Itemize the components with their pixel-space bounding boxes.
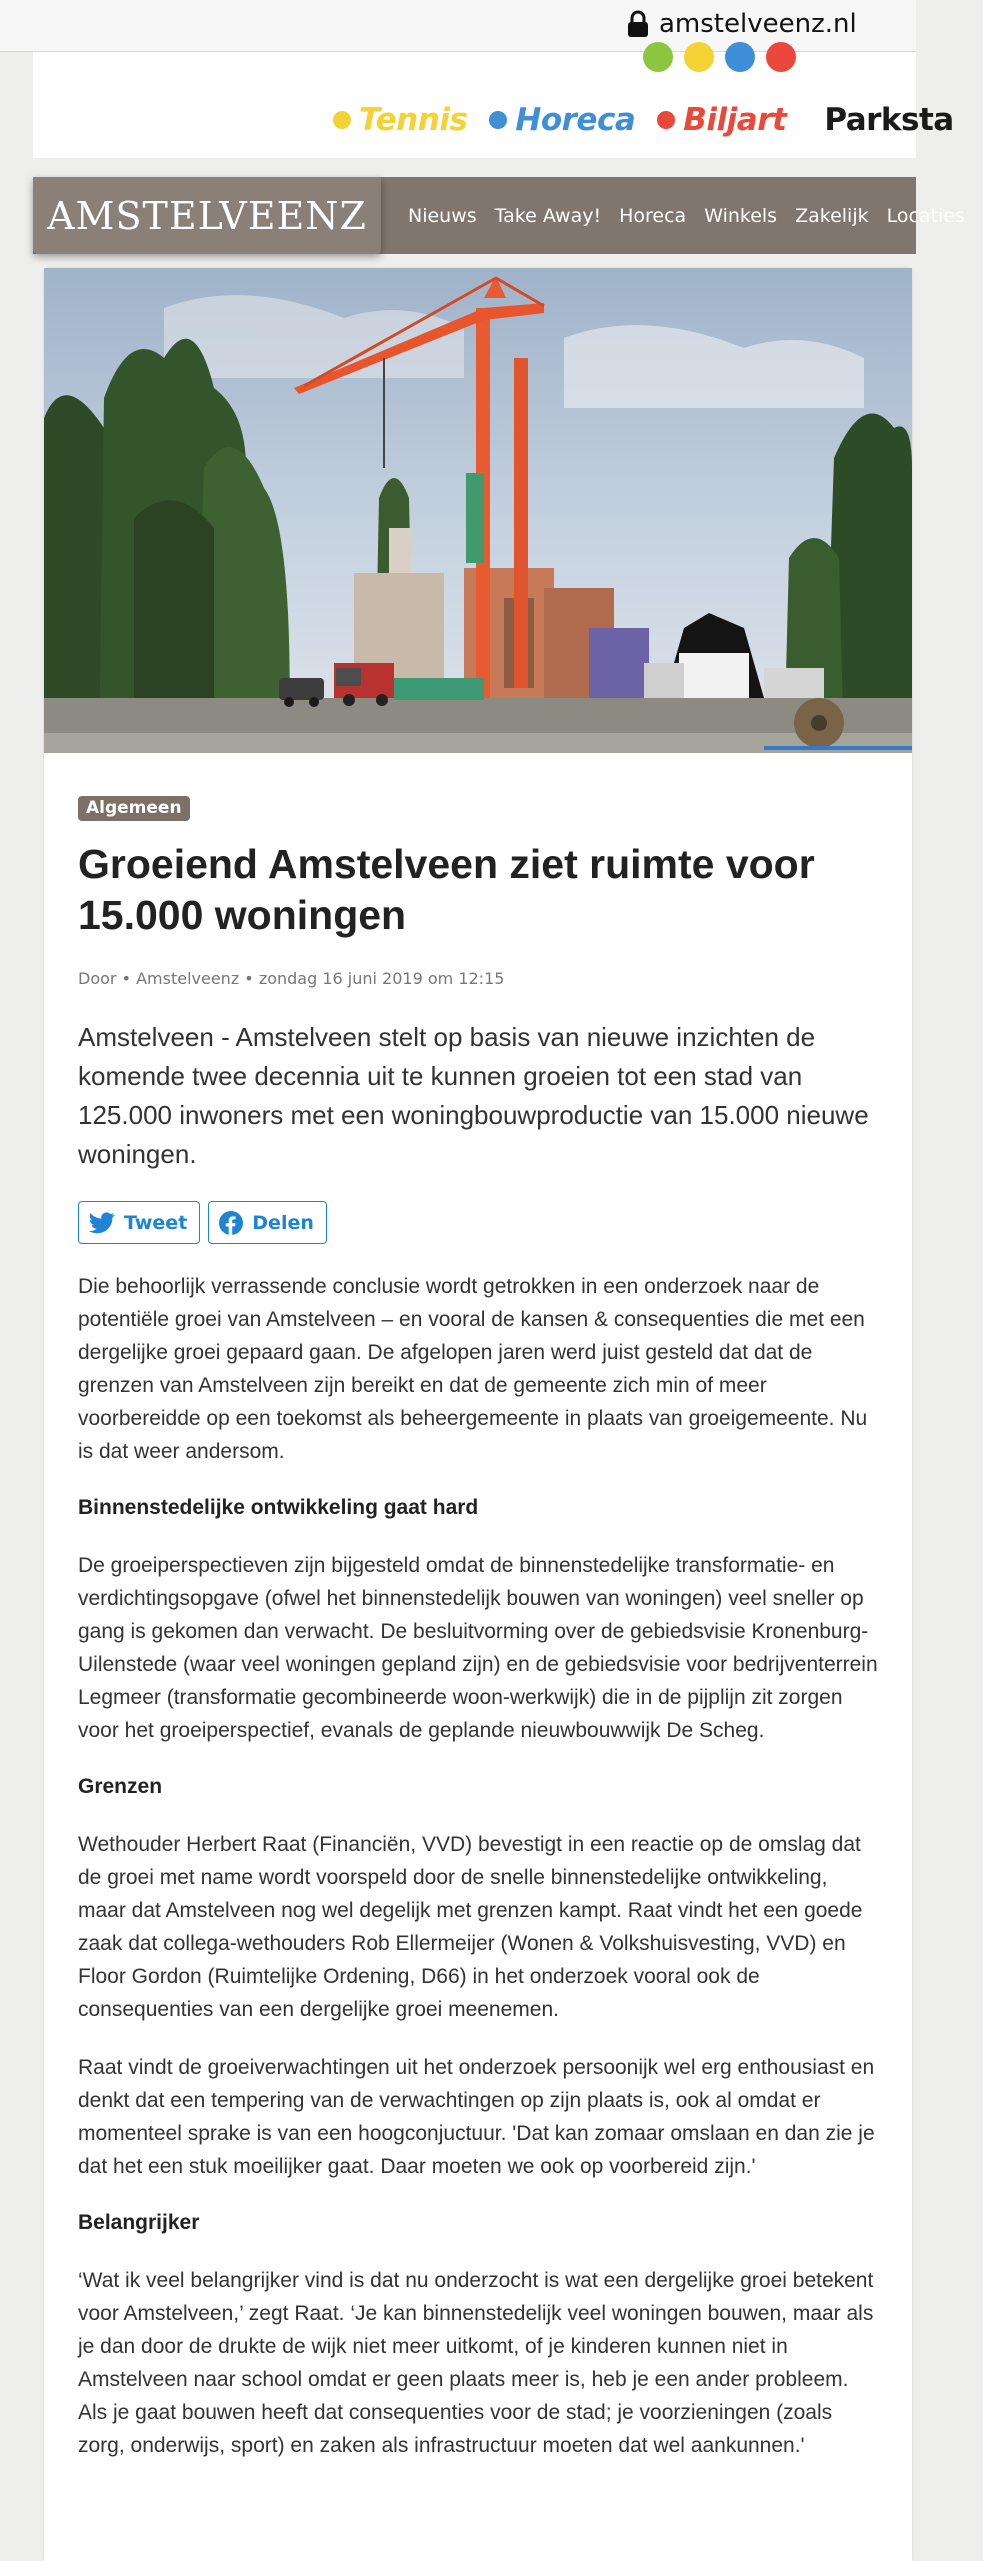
ad-banner[interactable] [33, 52, 954, 158]
banner-item-label: Horeca [515, 102, 636, 138]
article-subheading: Grenzen [78, 1775, 163, 1798]
site-logo[interactable] [33, 177, 381, 254]
nav-link-locaties[interactable]: Locaties [886, 204, 965, 227]
share-label: Delen [252, 1211, 314, 1234]
banner-top-dot-blue [725, 42, 755, 72]
article-body [78, 1270, 878, 2462]
hero-image [44, 268, 912, 753]
article-subheading: Binnenstedelijke ontwikkeling gaat hard [78, 1496, 479, 1519]
article-card [44, 268, 912, 2561]
nav-link-nieuws[interactable]: Nieuws [408, 204, 477, 227]
tweet-label: Tweet [124, 1211, 188, 1234]
article-lead: Amstelveen - Amstelveen stelt op basis van nieuwe inzichten de komende twee decennia uit te kunnen groeien tot een stad van 125.000 inwoners met een woningbouwproductie van 15.000 nieuwe woningen. [78, 1022, 869, 1169]
banner-trailing-text: Parksta [824, 102, 954, 138]
category-badge[interactable]: Algemeen [78, 796, 190, 821]
url-text: amstelveenz.nl [659, 9, 857, 39]
article-paragraph: ‘Wat ik veel belangrijker vind is dat nu onderzocht is wat een dergelijke groei betekent voor Amstelveen,’ zegt Raat. ‘Je kan binnenstedelijk veel woningen bouwen, maar als je dan door de drukte de wijk niet meer uitkomt, of je kinderen kunnen niet in Amstelveen naar school omdat er geen plaats meer is, heb je een ander probleem. Als je gaat bouwen heeft dat consequenties voor de stad; je voorzieningen (zoals zorg, onderwijs, sport) en zaken als infrastructuur moeten dat wel aankunnen.' [78, 2269, 874, 2457]
nav-links [408, 177, 983, 254]
share-buttons [78, 1201, 878, 1244]
banner-top-dot-green [643, 42, 673, 72]
banner-item-label: Biljart [683, 102, 787, 138]
nav-link-winkels[interactable]: Winkels [704, 204, 778, 227]
facebook-share-button[interactable] [208, 1201, 327, 1244]
nav-link-horeca[interactable]: Horeca [619, 204, 687, 227]
article-subheading: Belangrijker [78, 2211, 200, 2234]
article-byline: Door • Amstelveenz • zondag 16 juni 2019 om 12:15 [78, 969, 505, 988]
tweet-button[interactable] [78, 1201, 200, 1244]
banner-dot [333, 111, 351, 129]
lock-icon [625, 9, 651, 39]
logo-text: AMSTELVEENZ [47, 193, 367, 238]
banner-item-biljart [657, 102, 786, 138]
article-title: Groeiend Amstelveen ziet ruimte voor 15.000 woningen [78, 841, 815, 938]
nav-link-take-away[interactable]: Take Away! [494, 204, 602, 227]
article-paragraph: Die behoorlijk verrassende conclusie wordt getrokken in een onderzoek naar de potentiële groei van Amstelveen – en vooral de kansen & consequenties die met een dergelijke groei gepaard gaan. De afgelopen jaren werd juist gesteld dat dat de grenzen van Amstelveen zijn bereikt en dat de gemeente zich min of meer voorbereidde op een toekomst als beheergemeente in plaats van groeigemeente. Nu is dat weer andersom. [78, 1275, 868, 1463]
banner-dot [489, 111, 507, 129]
banner-item-label: Tennis [359, 102, 468, 138]
url-display[interactable] [625, 4, 857, 44]
article-content [78, 796, 878, 2487]
banner-top-dot-red [766, 42, 796, 72]
article-paragraph: De groeiperspectieven zijn bijgesteld omdat de binnenstedelijke transformatie- en verdichtingsopgave (ofwel het binnenstedelijk bouwen van woningen) veel sneller op gang is gekomen dan verwacht. De besluitvorming over de gebiedsvisie Kronenburg-Uilenstede (waar veel woningen gepland zijn) en de gebiedsvisie voor bedrijventerrein Legmeer (transformatie gecombineerde woon-werkwijk) die in de pijplijn zit zorgen voor het groeiperspectief, evanals de geplande nieuwbouwwijk De Scheg. [78, 1554, 878, 1742]
banner-items [333, 102, 954, 138]
facebook-icon [219, 1211, 243, 1235]
article-paragraph: Raat vindt de groeiverwachtingen uit het onderzoek persoonijk wel erg enthousiast en denkt dat een tempering van de verwachtingen op zijn plaats is, ook al omdat er momenteel sprake is van een hoogconjuctuur. 'Dat kan zomaar omslaan en dan zie je dat het een stuk moeilijker gaat. Daar moeten we ook op voorbereid zijn.' [78, 2056, 875, 2178]
banner-item-horeca [489, 102, 635, 138]
article-paragraph: Wethouder Herbert Raat (Financiën, VVD) bevestigt in een reactie op de omslag dat de groei met name wordt voorspeld door de snelle binnenstedelijke ontwikkeling, maar dat Amstelveen nog wel degelijk met grenzen kampt. Raat vindt het een goede zaak dat collega-wethouders Rob Ellermeijer (Wonen & Volkshuisvesting, VVD) en Floor Gordon (Ruimtelijke Ordening, D66) in het onderzoek vooral ook de consequenties van een dergelijke groei meenemen. [78, 1833, 863, 2021]
twitter-icon [89, 1212, 115, 1234]
nav-link-zakelijk[interactable]: Zakelijk [795, 204, 869, 227]
banner-item-tennis [333, 102, 467, 138]
main-nav [33, 177, 965, 254]
banner-top-dot-yellow [684, 42, 714, 72]
banner-dot [657, 111, 675, 129]
